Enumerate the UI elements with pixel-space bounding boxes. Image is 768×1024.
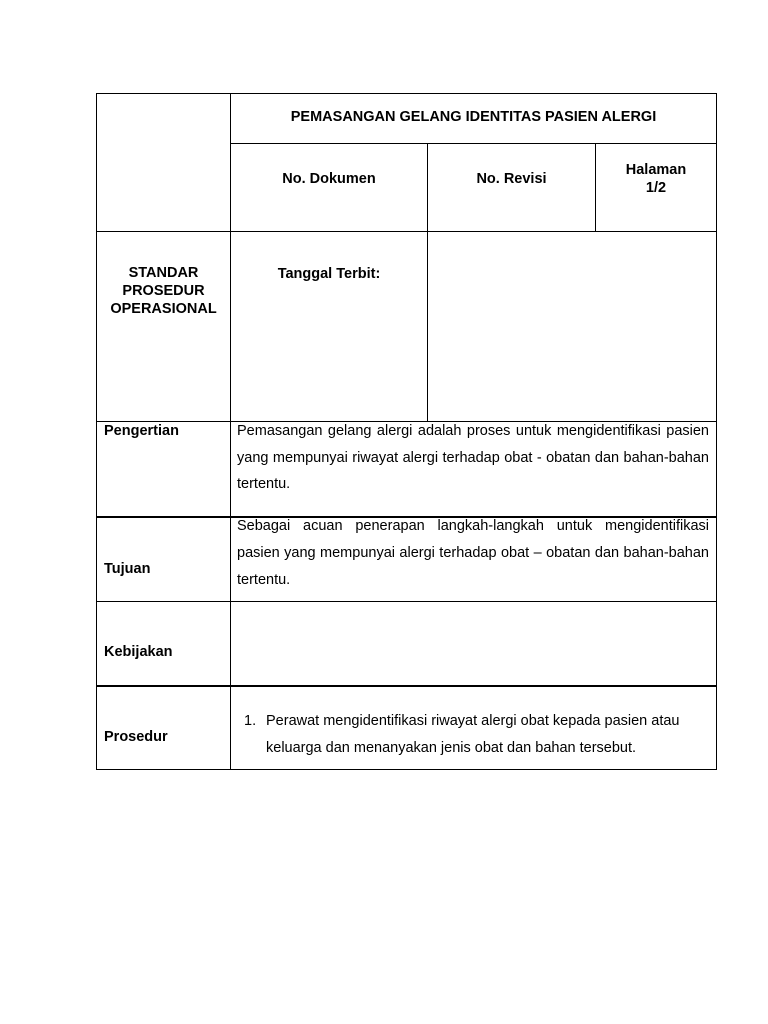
halaman-label: Halaman <box>625 162 687 178</box>
sop-label-line-1: STANDAR <box>128 265 199 281</box>
prosedur-list <box>237 708 709 762</box>
document-title: PEMASANGAN GELANG IDENTITAS PASIEN ALERGI <box>290 109 657 125</box>
prosedur-item-text: Perawat mengidentifikasi riwayat alergi obat kepada pasien atau keluarga dan menanyakan jenis obat dan bahan tersebut. <box>266 713 680 756</box>
prosedur-item <box>237 708 709 762</box>
prosedur-item-number: 1. <box>244 713 257 729</box>
tanggal-terbit-label: Tanggal Terbit: <box>277 266 381 282</box>
pengertian-label: Pengertian <box>104 423 179 439</box>
pengertian-text: Pemasangan gelang alergi adalah proses untuk mengidentifikasi pasien yang mempunyai riwayat alergi terhadap obat - obatan dan bahan-bahan tertentu. <box>237 423 709 492</box>
table-border-top <box>96 93 717 94</box>
table-divider-docinfo <box>96 231 717 232</box>
no-dokumen-label: No. Dokumen <box>282 171 376 187</box>
table-column-divider <box>230 93 231 770</box>
sop-label-line-2: PROSEDUR <box>122 283 205 299</box>
no-revisi-label: No. Revisi <box>476 171 547 187</box>
table-border-left <box>96 93 97 770</box>
kebijakan-label: Kebijakan <box>104 644 173 660</box>
table-divider-tujuan <box>96 601 717 602</box>
tujuan-label: Tujuan <box>104 561 151 577</box>
table-divider-kebijakan <box>96 685 717 687</box>
table-border-bottom <box>96 769 717 770</box>
halaman-value: 1/2 <box>645 180 667 196</box>
table-border-right <box>716 93 717 770</box>
tujuan-text: Sebagai acuan penerapan langkah-langkah untuk mengidentifikasi pasien yang mempunyai alergi terhadap obat – obatan dan bahan-bahan tertentu. <box>237 518 709 588</box>
table-divider-title <box>230 143 717 144</box>
sop-label-line-3: OPERASIONAL <box>110 301 217 317</box>
prosedur-label: Prosedur <box>104 729 168 745</box>
